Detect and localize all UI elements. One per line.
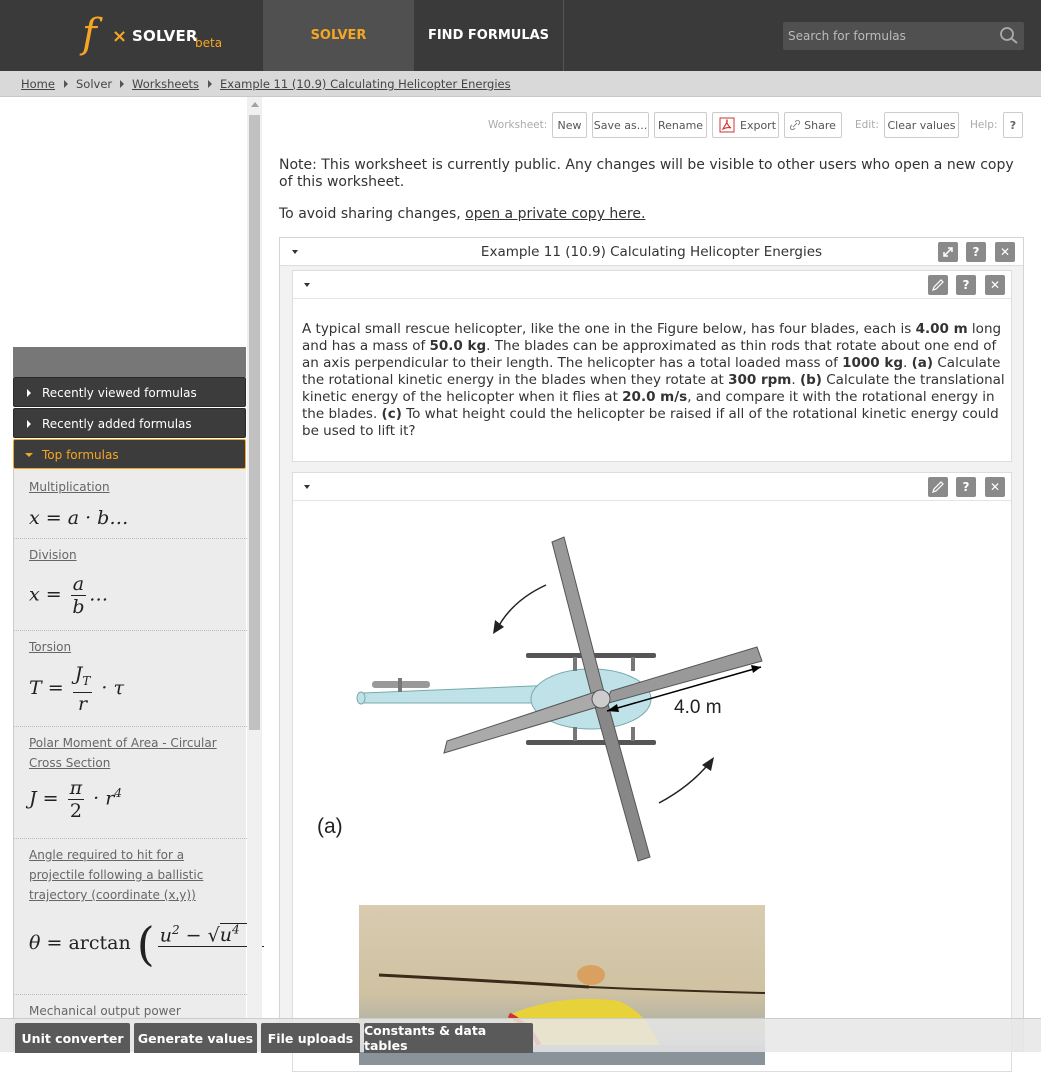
private-copy-note (279, 206, 645, 222)
search-input[interactable] (783, 22, 988, 50)
scroll-up-arrow-icon[interactable] (251, 102, 259, 107)
new-button[interactable]: New (552, 112, 587, 138)
breadcrumb-chevron-icon (208, 80, 212, 88)
scrollbar-thumb[interactable] (249, 115, 260, 730)
accordion-label: Recently added formulas (42, 417, 192, 431)
close-icon: ✕ (989, 480, 1001, 494)
search-box (783, 22, 1024, 50)
rotation-rate-value: 300 rpm (728, 372, 792, 388)
list-item[interactable] (14, 539, 247, 631)
formula-preview: x = a · b… (29, 507, 129, 529)
constants-data-tables-tab[interactable]: Constants & data tables (364, 1023, 533, 1053)
sidebar-header-strip (13, 347, 246, 377)
speed-value: 20.0 m/s (622, 389, 688, 405)
worksheet-panel-header (280, 238, 1023, 266)
formula-list (13, 469, 246, 1052)
formula-name-link[interactable]: Division (29, 548, 77, 562)
formula-name-link[interactable]: Mechanical output power (29, 1004, 181, 1018)
panel-help-button[interactable] (966, 242, 986, 262)
unit-converter-tab[interactable]: Unit converter (15, 1023, 130, 1053)
fx-logo-icon: f (82, 11, 97, 57)
figure-block-header (293, 473, 1011, 501)
list-item[interactable] (14, 469, 247, 539)
worksheet-title: Example 11 (10.9) Calculating Helicopter Energies (480, 244, 823, 260)
block-help-button[interactable] (956, 477, 976, 497)
export-button[interactable] (712, 112, 779, 138)
text-block (292, 270, 1012, 462)
accordion-label: Recently viewed formulas (42, 386, 197, 400)
save-as-button[interactable]: Save as... (592, 112, 649, 138)
part-a-label: (a) (911, 355, 934, 371)
nav-solver-tab[interactable]: SOLVER (263, 0, 414, 71)
expand-button[interactable] (938, 242, 958, 262)
sidebar-scrollbar[interactable] (247, 97, 262, 1052)
blade-mass-value: 50.0 kg (429, 338, 487, 354)
helicopter-diagram (293, 503, 1011, 873)
breadcrumb (0, 71, 1041, 97)
edit-block-button[interactable] (928, 477, 948, 497)
worksheet-panel (279, 237, 1024, 1052)
blade-length-label: 4.0 m (674, 697, 722, 718)
problem-text: . (791, 372, 800, 388)
problem-text: Calculate the translational kinetic energy of the helicopter when it flies at (302, 372, 1005, 405)
open-private-copy-link[interactable]: open a private copy here. (465, 206, 646, 222)
breadcrumb-solver: Solver (76, 77, 113, 91)
public-note: Note: This worksheet is currently public. Any changes will be visible to other users who open a new copy of this worksheet. (279, 157, 1014, 190)
clear-values-button[interactable]: Clear values (884, 112, 959, 138)
text-block-header (293, 271, 1011, 299)
problem-statement (302, 321, 1007, 440)
logo-beta: beta (195, 36, 223, 50)
breadcrumb-worksheets[interactable]: Worksheets (132, 77, 200, 91)
problem-text: Calculate the rotational kinetic energy in the blades when they rotate at (302, 355, 1001, 388)
formula-name-link[interactable]: Polar Moment of Area - Circular Cross Section (29, 736, 217, 770)
pdf-icon (719, 117, 735, 133)
recently-viewed-formulas-toggle[interactable] (13, 377, 246, 407)
generate-values-tab[interactable]: Generate values (134, 1023, 257, 1053)
problem-text: long and has a mass of (302, 321, 1002, 354)
help-label: Help: (970, 119, 998, 131)
question-icon: ? (962, 480, 970, 494)
block-help-button[interactable] (956, 275, 976, 295)
panel-close-button[interactable] (995, 242, 1015, 262)
edit-block-button[interactable] (928, 275, 948, 295)
part-b-label: (b) (799, 372, 822, 388)
file-uploads-tab[interactable]: File uploads (261, 1023, 360, 1053)
formula-name-link[interactable]: Multiplication (29, 480, 110, 494)
problem-text: . (903, 355, 912, 371)
top-formulas-toggle[interactable] (13, 439, 246, 469)
question-icon: ? (962, 278, 970, 292)
blade-length-value: 4.00 m (915, 321, 968, 337)
accordion-label: Top formulas (42, 448, 119, 462)
formula-preview: T = $\frac{J_T}{r}$ · τ (29, 663, 124, 715)
breadcrumb-chevron-icon (120, 80, 124, 88)
formula-preview: θ = arctan ( $u^2 - √u^4$ (29, 919, 267, 969)
problem-text: . The blades can be approximated as thin rods that rotate about one end of an axis perpendicular to their length. The helicopter has a total loaded mass of (302, 338, 997, 371)
bottom-tool-bar (0, 1018, 1041, 1052)
worksheet-label: Worksheet: (488, 119, 548, 131)
breadcrumb-home[interactable]: Home (21, 77, 55, 91)
pencil-icon (931, 278, 945, 292)
breadcrumb-chevron-icon (64, 80, 68, 88)
figure-part-a-label: (a) (317, 815, 343, 838)
problem-text: A typical small rescue helicopter, like the one in the Figure below, has four blades, each is (302, 321, 916, 337)
expand-icon (942, 246, 954, 258)
formula-preview: J = $\frac{\pi}{2}$ · $r^4$ (29, 777, 122, 822)
edit-label: Edit: (855, 119, 879, 131)
block-close-button[interactable] (985, 477, 1005, 497)
caret-down-icon (25, 453, 33, 457)
part-c-label: (c) (381, 406, 402, 422)
pencil-icon (931, 480, 945, 494)
help-button[interactable]: ? (1003, 112, 1023, 138)
problem-text: , and compare it with the rotational energy in the blades. (302, 389, 995, 422)
share-button[interactable] (784, 112, 842, 138)
share-label: Share (804, 118, 836, 132)
list-item[interactable] (14, 839, 247, 995)
question-icon: ? (972, 245, 980, 259)
breadcrumb-current-worksheet[interactable]: Example 11 (10.9) Calculating Helicopter Energies (220, 77, 511, 91)
private-copy-prefix: To avoid sharing changes, (279, 206, 466, 222)
problem-text: To what height could the helicopter be raised if all of the rotational kinetic energy could be used to lift it? (302, 406, 999, 439)
close-icon: ✕ (989, 278, 1001, 292)
formula-preview: x = $\frac{a}{b}$ … (29, 573, 109, 618)
total-mass-value: 1000 kg (842, 355, 904, 371)
logo[interactable] (82, 10, 242, 62)
rename-button[interactable]: Rename (654, 112, 707, 138)
formula-name-link[interactable]: Angle required to hit for a projectile following a ballistic trajectory (coordinate (x,y)) (29, 848, 204, 902)
export-label: Export (740, 118, 777, 132)
caret-right-icon (27, 420, 31, 428)
list-item[interactable] (14, 727, 247, 839)
close-icon: ✕ (999, 245, 1011, 259)
list-item[interactable] (14, 631, 247, 727)
block-close-button[interactable] (985, 275, 1005, 295)
sidebar (13, 97, 246, 1052)
formula-name-link[interactable]: Torsion (29, 640, 72, 654)
collapse-caret-icon[interactable] (304, 485, 310, 489)
figure-block (292, 472, 1012, 1072)
top-bar (0, 0, 1041, 71)
caret-right-icon (27, 389, 31, 397)
link-icon (790, 120, 800, 130)
logo-x-glyph: × (112, 26, 128, 47)
recently-added-formulas-toggle[interactable] (13, 408, 246, 438)
logo-word: SOLVER (132, 27, 198, 45)
search-icon[interactable] (998, 26, 1020, 46)
nav-find-formulas-tab[interactable]: FIND FORMULAS (414, 0, 564, 71)
collapse-caret-icon[interactable] (304, 283, 310, 287)
